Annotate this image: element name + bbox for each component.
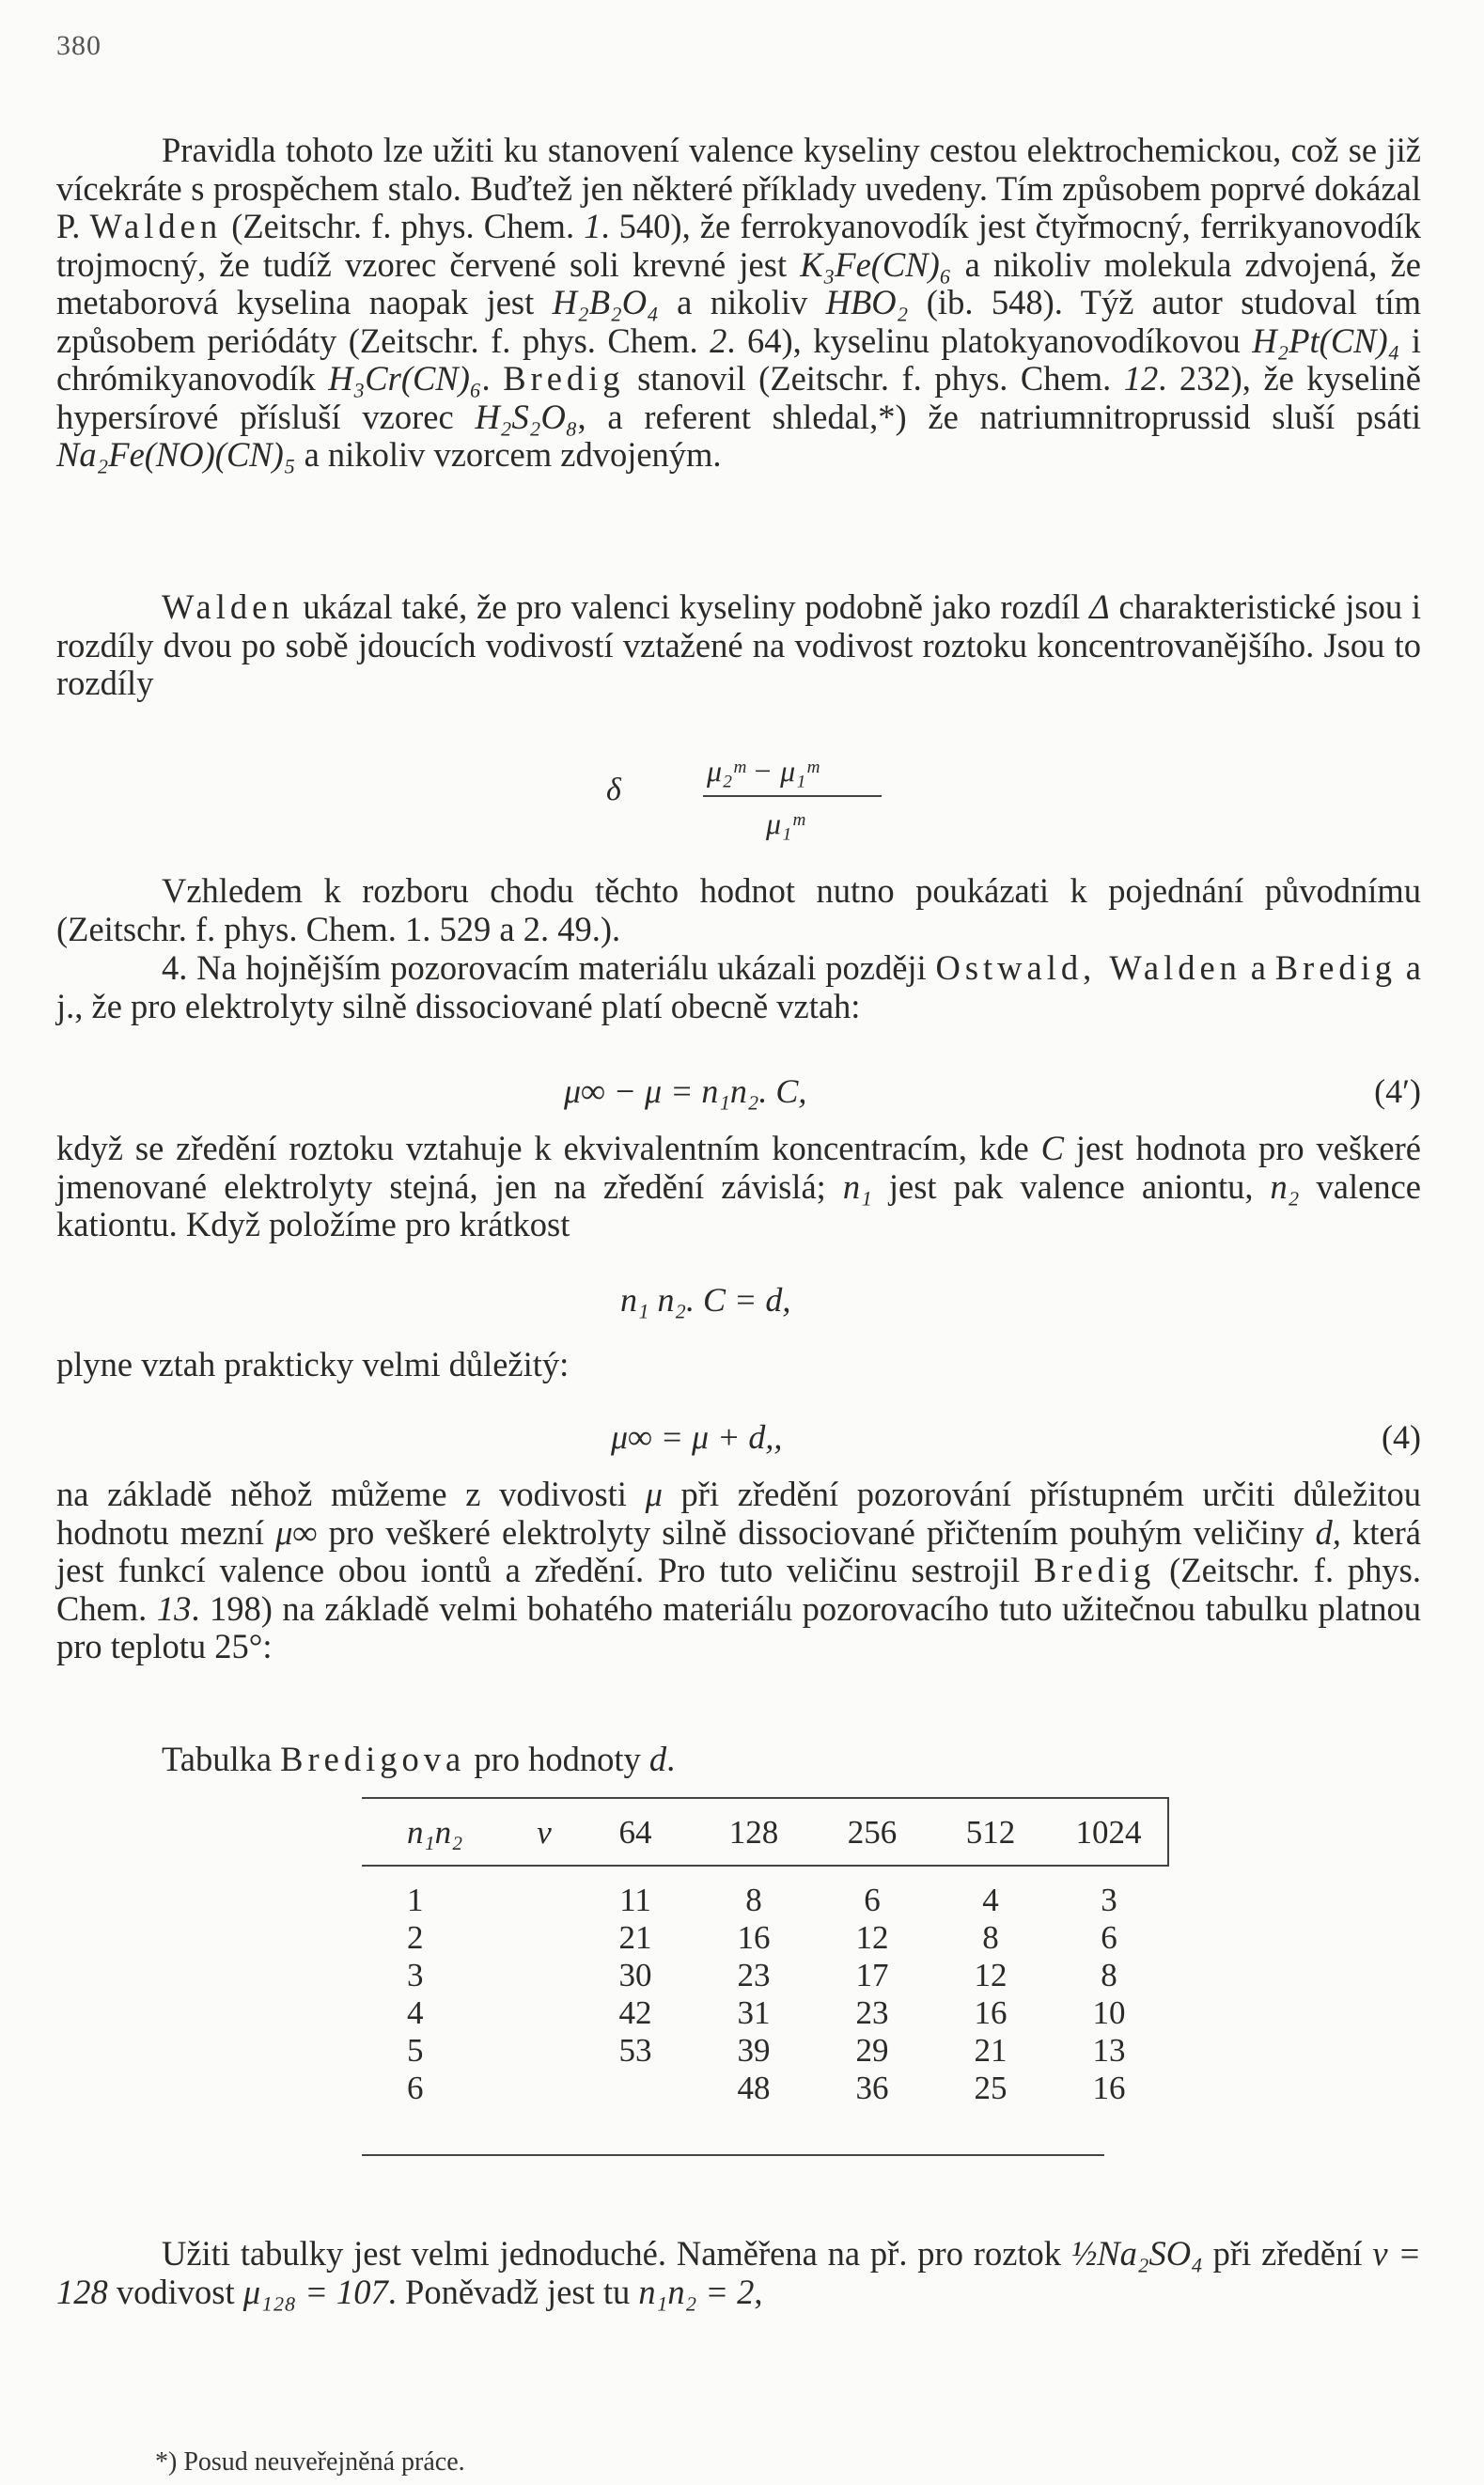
formula: H₂S₂O₈ bbox=[475, 397, 578, 436]
symbol-c: C bbox=[1040, 1129, 1064, 1167]
fraction-bar bbox=[703, 795, 882, 797]
table-cell: 4 bbox=[982, 1882, 999, 1918]
table-cell: 21 bbox=[974, 2032, 1008, 2069]
text-run: Pravidla tohoto lze užiti ku stanovení valence kyseliny cestou elektrochemickou, což se již vícekráte s prospěchem stalo. Buďtež jen některé příklady uvedeny. Tím způsobem poprvé dokázal P. bbox=[56, 131, 1421, 245]
table-cell: 2 bbox=[407, 1919, 424, 1956]
equation-lhs: δ bbox=[606, 773, 621, 807]
table-cell: 6 bbox=[407, 2070, 424, 2106]
table-cell: 8 bbox=[982, 1919, 999, 1956]
equation-number: (4) bbox=[1382, 1418, 1421, 1456]
text-run: když se zředění roztoku vztahuje k ekvivalentním koncentracím, kde bbox=[56, 1129, 1041, 1167]
paragraph-3 bbox=[56, 872, 1421, 948]
header-512: 512 bbox=[931, 1798, 1050, 1866]
table-cell: 3 bbox=[407, 1957, 424, 1993]
paragraph-2 bbox=[56, 588, 1421, 703]
header-v: v bbox=[512, 1798, 576, 1866]
table-cell: 29 bbox=[855, 2032, 889, 2069]
table-cell: 6 bbox=[1101, 1919, 1117, 1956]
symbol-delta: Δ bbox=[1089, 587, 1110, 626]
table-row bbox=[362, 2032, 1168, 2070]
table-row bbox=[362, 1866, 1168, 1919]
text-run: jest hodnota pro veškeré jmenované elektrolyty stejná, jen na zředění závislá; bbox=[56, 1129, 1421, 1206]
text-run: stanovil (Zeitschr. f. phys. Chem. bbox=[624, 359, 1124, 398]
table-cell: 1 bbox=[407, 1882, 424, 1918]
equation-4 bbox=[56, 1417, 1421, 1459]
equation-expression: μ∞ = μ + d,, bbox=[611, 1418, 783, 1456]
table-cell: 39 bbox=[737, 2032, 771, 2069]
text-run: , a referent shledal,*) že natriumnitroprussid sluší psáti bbox=[577, 397, 1421, 436]
formula: μ₁₂₈ = 107 bbox=[242, 2272, 388, 2311]
bredig-table bbox=[362, 1797, 1169, 2107]
paragraph-4 bbox=[56, 949, 1421, 1025]
table-cell: 30 bbox=[618, 1957, 652, 1993]
header-256: 256 bbox=[813, 1798, 931, 1866]
table-cell: 11 bbox=[619, 1882, 651, 1918]
volume-number: 2 bbox=[710, 320, 727, 360]
text-run: . 232), že kyselině hypersírové přísluší vzorec bbox=[56, 359, 1422, 436]
equation-numerator: μ₂ᵐ − μ₁ᵐ bbox=[707, 754, 819, 788]
table-cell: 10 bbox=[1092, 1994, 1126, 2031]
equation-4-prime bbox=[56, 1071, 1421, 1113]
symbol-n2: n₂ bbox=[1270, 1166, 1300, 1206]
header-128: 128 bbox=[695, 1798, 813, 1866]
text-run: . bbox=[666, 1740, 676, 1778]
header-n1n2: n₁n₂ bbox=[362, 1798, 512, 1866]
paragraph-3-text: Vzhledem k rozboru chodu těchto hodnot nutno poukázati k pojednání původnímu (Zeitschr. f. phys. Chem. 1. 529 a 2. 49.). bbox=[56, 871, 1421, 948]
table-cell: 12 bbox=[974, 1957, 1008, 1993]
text-run: a nikoliv bbox=[658, 283, 826, 321]
paragraph-6-text: plyne vztah prakticky velmi důležitý: bbox=[56, 1345, 570, 1383]
formula: ½Na₂SO₄ bbox=[1070, 2234, 1203, 2273]
paragraph-5 bbox=[56, 1130, 1421, 1244]
table-cell: 21 bbox=[618, 1919, 652, 1956]
table-row bbox=[362, 2070, 1168, 2107]
table-cell: 16 bbox=[1092, 2070, 1126, 2106]
table-row bbox=[362, 1919, 1168, 1957]
table-cell: 3 bbox=[1101, 1882, 1117, 1918]
text-run: (Zeitschr. f. phys. Chem. bbox=[56, 1551, 1421, 1628]
volume-number: 1 bbox=[584, 207, 601, 245]
text-run: Užiti tabulky jest velmi jednoduché. Naměřena na př. pro roztok bbox=[162, 2234, 1071, 2273]
symbol-mu-inf: μ∞ bbox=[275, 1512, 318, 1552]
text-run: Tabulka bbox=[162, 1740, 281, 1778]
text-run: (ib. 548). Týž autor studoval tím způsobem periódáty (Zeitschr. f. phys. Chem. bbox=[56, 283, 1421, 360]
text-run: a nikoliv molekula zdvojená, že metaborová kyselina naopak jest bbox=[56, 244, 1421, 321]
text-run: , bbox=[754, 2272, 763, 2311]
table-cell: 36 bbox=[855, 2070, 889, 2106]
text-run: vodivost bbox=[107, 2272, 243, 2311]
text-run: . 540), že ferrokyanovodík jest čtyřmocný, ferrikyanovodík trojmocný, že tudíž vzorec červené soli krevné jest bbox=[56, 207, 1421, 284]
text-run: jest pak valence aniontu, bbox=[871, 1166, 1271, 1206]
author-bredig: Bredig bbox=[1274, 948, 1398, 987]
author-walden: Walden bbox=[89, 207, 223, 245]
equation-denominator: μ₁ᵐ bbox=[766, 806, 804, 840]
formula: H₂B₂O₄ bbox=[552, 283, 659, 321]
table-cell: 42 bbox=[618, 1994, 652, 2031]
text-run: a j., že pro elektrolyty silně dissociované platí obecně vztah: bbox=[56, 948, 1422, 1025]
table-cell: 25 bbox=[974, 2070, 1008, 2106]
table-cell: 23 bbox=[855, 1994, 889, 2031]
table-cell: 8 bbox=[1101, 1957, 1117, 1993]
text-run: charakteristické jsou i rozdíly dvou po sobě jdoucích vodivostí vztažené na vodivost roztoku koncentrovanějšího. Jsou to rozdíly bbox=[56, 587, 1421, 702]
text-run: při zředění pozorování přístupném určiti důležitou hodnotu mezní bbox=[56, 1475, 1421, 1552]
paragraph-6 bbox=[56, 1346, 1421, 1384]
formula: H₃Cr(CN)₆ bbox=[328, 359, 482, 398]
header-1024: 1024 bbox=[1050, 1798, 1168, 1866]
volume-number: 12 bbox=[1123, 359, 1159, 398]
table-row bbox=[362, 1957, 1168, 1994]
footnote: *) Posud neuveřejněná práce. bbox=[155, 2447, 465, 2477]
text-run: pro veškeré elektrolyty silně dissociované přičtením pouhým veličiny bbox=[317, 1512, 1316, 1552]
header-64: 64 bbox=[576, 1798, 695, 1866]
table-cell: 23 bbox=[737, 1957, 771, 1993]
text-run: na základě něhož můžeme z vodivosti bbox=[56, 1475, 646, 1513]
table-cell: 8 bbox=[745, 1882, 762, 1918]
formula: HBO₂ bbox=[825, 283, 909, 321]
equation-number: (4′) bbox=[1374, 1072, 1421, 1110]
table-cell: 53 bbox=[618, 2032, 652, 2069]
table-caption bbox=[56, 1741, 1421, 1779]
paragraph-1 bbox=[56, 132, 1421, 475]
author-bredigova: Bredigova bbox=[280, 1740, 466, 1778]
text-run: . 198) na základě velmi bohatého materiálu pozorovacího tuto užitečnou tabulku platnou pro teplotu 25°: bbox=[56, 1588, 1422, 1665]
text-run: i chrómikyanovodík bbox=[56, 320, 1421, 398]
formula: n₁n₂ = 2 bbox=[638, 2272, 755, 2311]
table-cell: 48 bbox=[737, 2070, 771, 2106]
volume-number: 13 bbox=[156, 1588, 192, 1628]
table-cell: 31 bbox=[737, 1994, 771, 2031]
author-bredig: Bredig bbox=[503, 359, 625, 398]
text-run: (Zeitschr. f. phys. Chem. bbox=[222, 207, 585, 245]
text-run: pro hodnoty bbox=[465, 1740, 649, 1778]
symbol-d: d bbox=[648, 1740, 667, 1778]
text-run: a nikoliv vzorcem zdvojeným. bbox=[295, 435, 722, 474]
text-run: která jest funkcí valence obou iontů a zředění. Pro tuto veličinu sestrojil bbox=[56, 1512, 1421, 1589]
formula: K₃Fe(CN)₆ bbox=[800, 244, 952, 284]
author-walden: Walden bbox=[162, 587, 294, 626]
formula: H₂Pt(CN)₄ bbox=[1252, 320, 1400, 360]
table-header-row bbox=[362, 1798, 1168, 1866]
text-run: . Poněvadž jest tu bbox=[387, 2272, 639, 2311]
text-run: 4. Na hojnějším pozorovacím materiálu ukázali později bbox=[162, 948, 936, 987]
table-cell bbox=[576, 2070, 695, 2107]
text-run: valence kationtu. Když položíme pro krátkost bbox=[56, 1166, 1421, 1243]
table-cell: 12 bbox=[855, 1919, 889, 1956]
paragraph-8 bbox=[56, 2235, 1421, 2311]
text-run: ukázal také, že pro valenci kyseliny podobně jako rozdíl bbox=[293, 587, 1090, 626]
table-cell: 6 bbox=[864, 1882, 881, 1918]
formula: Na₂Fe(NO)(CN)₅ bbox=[56, 435, 296, 474]
formula: v = 128 bbox=[56, 2234, 1421, 2311]
table-cell: 4 bbox=[407, 1994, 424, 2031]
table-row bbox=[362, 1994, 1168, 2032]
table-cell: 17 bbox=[855, 1957, 889, 1993]
table-cell: 5 bbox=[407, 2032, 424, 2069]
symbol-n1: n₁ bbox=[842, 1166, 872, 1206]
table-cell: 16 bbox=[737, 1919, 771, 1956]
page-number: 380 bbox=[56, 30, 102, 61]
text-run: a bbox=[1241, 948, 1275, 987]
equation-expression: μ∞ − μ = n₁n₂. C, bbox=[564, 1072, 807, 1110]
text-run: při zředění bbox=[1202, 2234, 1373, 2273]
table-bottom-rule bbox=[362, 2154, 1104, 2156]
author-bredig: Bredig bbox=[1033, 1551, 1156, 1589]
text-run: . 64), kyselinu platokyanovodíkovou bbox=[726, 320, 1253, 360]
symbol-d: d, bbox=[1315, 1512, 1341, 1552]
paragraph-7 bbox=[56, 1476, 1421, 1666]
equation-expression: n₁ n₂. C = d, bbox=[620, 1281, 791, 1319]
authors-ostwald-walden: Ostwald, Walden bbox=[935, 948, 1242, 987]
text-run: . bbox=[481, 359, 504, 398]
equation-n1n2c bbox=[56, 1280, 1421, 1321]
table-cell: 13 bbox=[1092, 2032, 1126, 2069]
table-cell: 16 bbox=[974, 1994, 1008, 2031]
symbol-mu: μ bbox=[645, 1475, 663, 1513]
